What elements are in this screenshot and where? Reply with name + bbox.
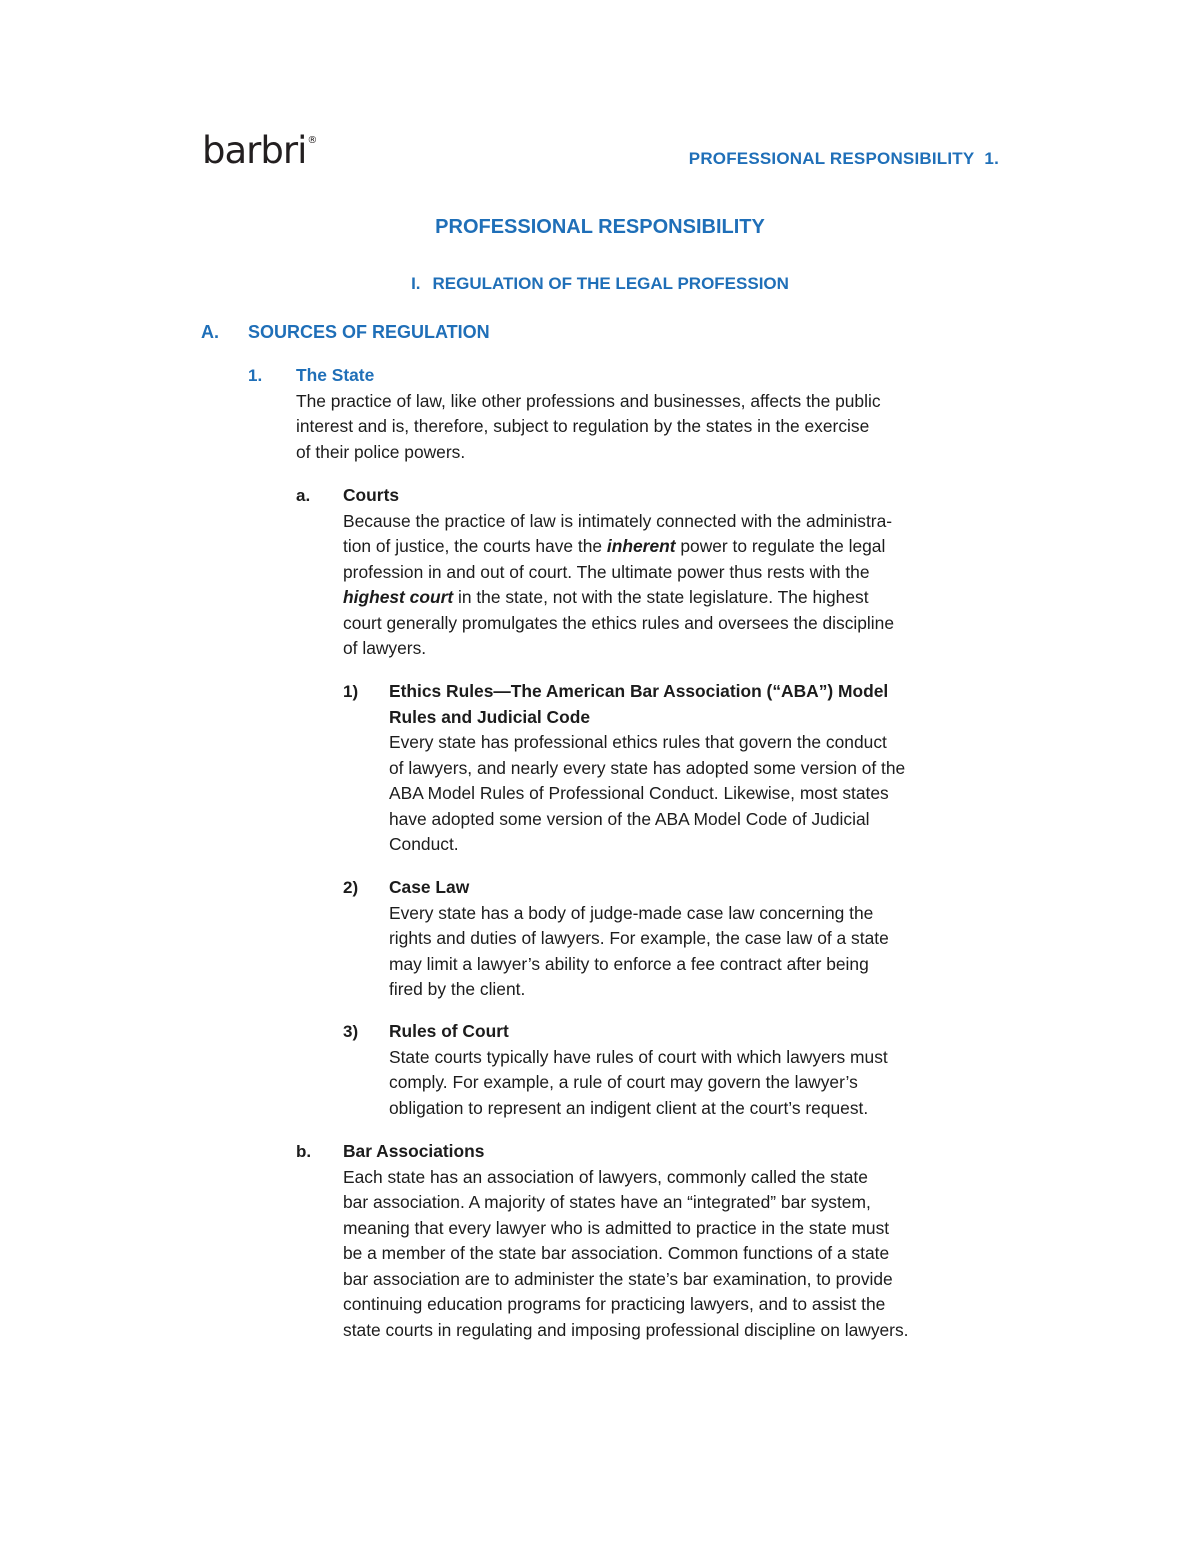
item-a-text: tion of justice, the courts have the (343, 536, 607, 556)
item-b-label: b. (296, 1142, 312, 1161)
sub-2-case-law (389, 875, 1029, 1003)
item-a-line: Because the practice of law is intimately connected with the administra- (343, 510, 893, 531)
part-number: I. (411, 274, 421, 293)
sub-2-title: Case Law (389, 877, 470, 897)
sub-2-line: may limit a lawyer’s ability to enforce a fee contract after being (389, 953, 869, 974)
barbri-logo (202, 129, 317, 172)
item-b-line: Each state has an association of lawyers, commonly called the state (343, 1166, 868, 1187)
item-a-title: Courts (343, 485, 400, 505)
sub-1-line: Conduct. (389, 834, 459, 854)
item-b-line: be a member of the state bar association. Common functions of a state (343, 1243, 890, 1263)
item-a-line: profession in and out of court. The ultimate power thus rests with the (343, 561, 870, 582)
sub-1-ethics-rules (389, 679, 1029, 858)
sub-3-line: comply. For example, a rule of court may govern the lawyer’s (389, 1072, 858, 1092)
item-b-bar-associations (343, 1139, 1033, 1343)
sub-2-line: Every state has a body of judge-made case law concerning the (389, 902, 874, 923)
item-b-line: meaning that every lawyer who is admitted to practice in the state must (343, 1217, 890, 1238)
item-a-line: court generally promulgates the ethics rules and oversees the discipline (343, 612, 895, 633)
item-a-text: in the state, not with the state legislature. The highest (453, 587, 869, 607)
item-1-line: The practice of law, like other professions and businesses, affects the public (296, 390, 881, 411)
sub-3-title: Rules of Court (389, 1021, 509, 1041)
running-header (689, 149, 999, 169)
sub-2-line: fired by the client. (389, 979, 526, 999)
sub-2-line: rights and duties of lawyers. For example, the case law of a state (389, 928, 889, 948)
page-number: 1. (984, 149, 999, 168)
section-a-label: A. (201, 322, 219, 342)
sub-3-line: State courts typically have rules of court with which lawyers must (389, 1046, 888, 1067)
item-1-label: 1. (248, 366, 263, 385)
sub-1-line: have adopted some version of the ABA Model Code of Judicial (389, 808, 870, 829)
document-title: PROFESSIONAL RESPONSIBILITY (435, 216, 765, 238)
item-a-line (343, 534, 1023, 560)
emphasis-inherent: inherent (606, 536, 676, 556)
item-1-line: of their police powers. (296, 441, 466, 462)
sub-1-line: of lawyers, and nearly every state has adopted some version of the (389, 757, 906, 778)
item-a-courts (343, 483, 1023, 662)
item-b-line: continuing education programs for practicing lawyers, and to assist the (343, 1294, 886, 1314)
sub-1-label: 1) (343, 682, 359, 701)
section-a-heading (201, 322, 490, 343)
sub-3-line: obligation to represent an indigent client at the court’s request. (389, 1097, 869, 1118)
item-a-label: a. (296, 486, 311, 505)
item-b-line: state courts in regulating and imposing professional discipline on lawyers. (343, 1319, 909, 1340)
sub-1-title: Rules and Judicial Code (389, 706, 591, 727)
sub-1-title: Ethics Rules—The American Bar Association (“ABA”) Model (389, 681, 889, 701)
item-1-title: The State (296, 365, 375, 385)
sub-3-rules-of-court (389, 1019, 1029, 1121)
item-a-text: power to regulate the legal (675, 536, 886, 556)
item-a-line: of lawyers. (343, 638, 427, 658)
sub-3-label: 3) (343, 1022, 359, 1041)
running-header-title: PROFESSIONAL RESPONSIBILITY (688, 149, 975, 168)
logo-text: barbri (202, 129, 307, 172)
part-title: REGULATION OF THE LEGAL PROFESSION (432, 274, 789, 293)
logo-registered-mark: ® (307, 135, 317, 146)
item-b-line: bar association are to administer the state’s bar examination, to provide (343, 1268, 893, 1289)
item-b-line: bar association. A majority of states have an “integrated” bar system, (343, 1192, 871, 1212)
item-b-title: Bar Associations (343, 1141, 485, 1161)
sub-1-line: Every state has professional ethics rules that govern the conduct (389, 732, 887, 752)
item-1-the-state (296, 363, 1016, 465)
item-a-line (343, 585, 1023, 611)
emphasis-highest-court: highest court (343, 587, 454, 607)
item-1-line: interest and is, therefore, subject to regulation by the states in the exercise (296, 416, 870, 436)
part-heading (0, 274, 1200, 294)
section-a-title: SOURCES OF REGULATION (248, 322, 490, 342)
sub-2-label: 2) (343, 878, 359, 897)
sub-1-line: ABA Model Rules of Professional Conduct. Likewise, most states (389, 783, 889, 803)
